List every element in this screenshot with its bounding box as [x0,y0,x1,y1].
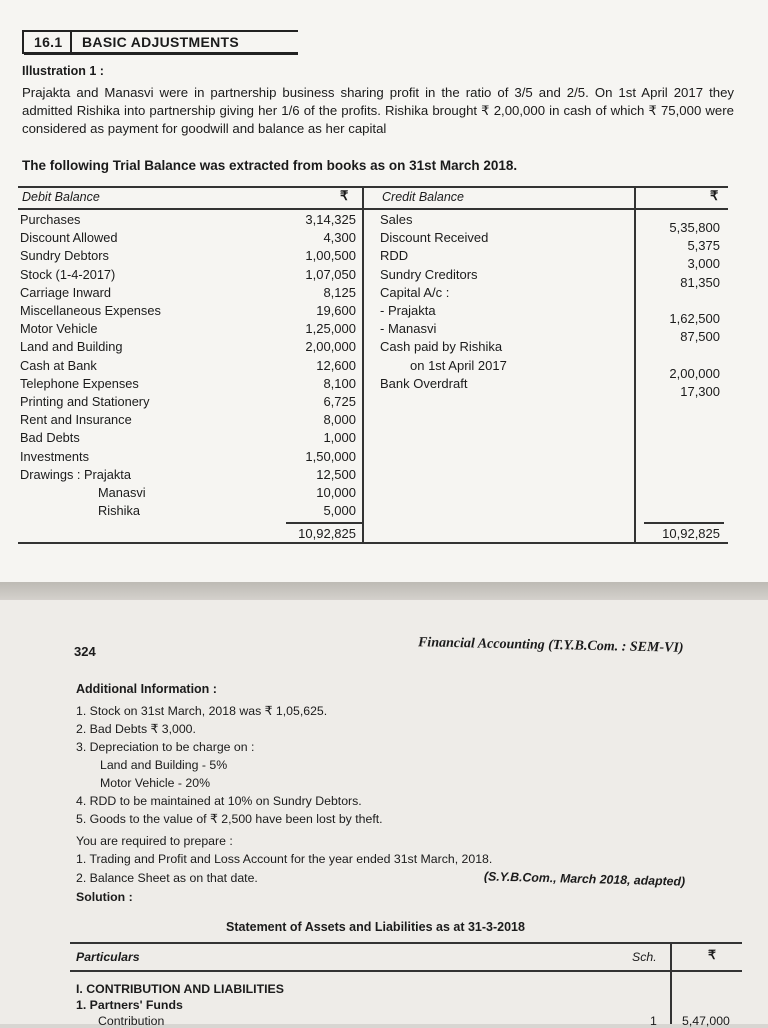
debit-row-label: Carriage Inward [20,284,112,300]
table-bottom-border [18,542,728,544]
statement-row-amount: 5,47,000 [682,1014,730,1028]
page-gap [0,582,768,600]
credit-row-label: - Manasvi [380,321,437,337]
credit-row-label: Sundry Creditors [380,266,478,282]
illustration-heading: Illustration 1 : [22,64,104,78]
required-item: 2. Balance Sheet as on that date. [76,871,258,885]
credit-row-label: on 1st April 2017 [410,357,507,373]
debit-row-label: Stock (1-4-2017) [20,266,116,282]
info-item: Motor Vehicle - 20% [100,776,211,790]
solution-label: Solution : [76,890,133,904]
debit-amount-divider [362,186,364,544]
statement-header-border [70,970,742,972]
credit-row-amount: 81,350 [680,274,720,290]
debit-row-label: Drawings : Prajakta [20,466,131,482]
sch-header: Sch. [632,950,657,964]
section-number: 16.1 [34,34,63,50]
credit-row-label: Cash paid by Rishika [380,339,503,355]
section-divider [70,32,72,54]
required-heading: You are required to prepare : [76,834,233,848]
info-item: Land and Building - 5% [100,758,228,772]
credit-row-label: RDD [380,248,409,264]
debit-row-label: Rishika [98,503,140,519]
statement-top-border [70,942,742,944]
credit-row-label: - Prajakta [380,303,436,318]
particulars-header: Particulars [76,950,140,964]
credit-balance-header: Credit Balance [382,190,464,204]
debit-row-label: Sundry Debtors [20,248,109,264]
debit-row-label: Motor Vehicle [20,321,98,337]
debit-row-label: Telephone Expenses [20,375,139,391]
credit-row-amount: 5,375 [687,238,720,254]
page-bottom [0,600,768,1028]
info-item: 3. Depreciation to be charge on : [76,740,255,754]
info-item: 1. Stock on 31st March, 2018 was ₹ 1,05,625. [76,704,328,718]
credit-row-amount: 17,300 [680,383,720,399]
debit-balance-header: Debit Balance [22,190,100,204]
debit-row-label: Cash at Bank [20,357,97,373]
source-reference: (S.Y.B.Com., March 2018, adapted) [483,869,686,889]
required-item: 1. Trading and Profit and Loss Account for the year ended 31st March, 2018. [76,852,493,866]
table-header-border [18,208,728,210]
credit-row-amount: 87,500 [680,329,720,345]
section-underline [24,52,298,55]
page-number: 324 [74,644,96,659]
info-item: 4. RDD to be maintained at 10% on Sundry Debtors. [76,794,362,808]
debit-row-amount: 3,14,325 [305,212,356,227]
credit-row-label: Capital A/c : [380,284,450,300]
credit-amount-divider [634,186,636,544]
debit-row-label: Miscellaneous Expenses [20,303,161,318]
debit-row-label: Bad Debts [20,430,80,446]
debit-row-amount: 8,000 [323,412,356,428]
debit-row-amount: 1,07,050 [305,266,356,282]
debit-row-amount: 8,100 [323,375,356,391]
statement-title: Statement of Assets and Liabilities as at 31-3-2018 [226,920,525,934]
intro-paragraph: Prajakta and Manasvi were in partnership business sharing profit in the ratio of 3/5 and 2/5. On 1st April 2017 they admitted Rishika into partnership giving her 1/6 of the profits. Rishika brought ₹ 2,00,000 in cash of which ₹ 75,000 were considered as payment for goodwill and balance as her capital [22,85,734,136]
statement-table [70,942,742,1028]
trial-balance-table [18,186,728,544]
debit-row-amount: 5,000 [323,503,356,519]
amount-header: ₹ [708,948,716,962]
debit-row-label: Printing and Stationery [20,394,150,409]
statement-row-partners-funds: 1. Partners' Funds [76,998,183,1012]
credit-row-amount: 2,00,000 [669,365,720,381]
debit-row-amount: 1,50,000 [305,448,356,464]
credit-row-amount: 1,62,500 [669,311,720,326]
debit-total: 10,92,825 [298,526,356,541]
additional-info-heading: Additional Information : [76,682,217,696]
debit-row-amount: 12,500 [316,466,356,482]
debit-row-label: Discount Allowed [20,230,118,246]
section-title: BASIC ADJUSTMENTS [82,34,240,50]
credit-row-label: Sales [380,212,413,227]
debit-row-label: Investments [20,448,89,464]
credit-row-amount: 5,35,800 [669,220,720,235]
debit-row-amount: 1,25,000 [305,321,356,337]
statement-row-contribution: Contribution [98,1014,165,1028]
credit-row-amount: 3,000 [687,256,720,272]
debit-row-amount: 4,300 [323,230,356,246]
debit-row-label: Rent and Insurance [20,412,132,428]
statement-row-heading: I. CONTRIBUTION AND LIABILITIES [76,982,284,996]
debit-row-amount: 1,00,500 [305,248,356,264]
credit-row-label: Discount Received [380,230,489,246]
debit-row-label: Land and Building [20,339,123,355]
credit-rupee-header: ₹ [710,188,719,203]
debit-row-amount: 10,000 [316,485,356,500]
debit-row-amount: 19,600 [316,303,356,318]
trial-balance-heading: The following Trial Balance was extracted from books as on 31st March 2018. [22,158,518,173]
debit-row-amount: 6,725 [323,394,356,409]
info-item: 2. Bad Debts ₹ 3,000. [76,722,196,736]
debit-rupee-header: ₹ [340,188,349,203]
credit-total-rule [644,522,724,524]
info-item: 5. Goods to the value of ₹ 2,500 have been lost by theft. [76,812,383,826]
debit-row-label: Purchases [20,212,81,227]
debit-row-amount: 2,00,000 [305,339,356,355]
table-top-border [18,186,728,188]
statement-amount-divider [670,942,672,1024]
debit-row-amount: 8,125 [323,284,356,300]
credit-total: 10,92,825 [662,526,720,541]
book-title: Financial Accounting (T.Y.B.Com. : SEM-VI) [417,635,684,656]
debit-row-label: Manasvi [98,485,146,500]
debit-row-amount: 12,600 [316,357,356,373]
debit-total-rule [286,522,362,524]
credit-row-label: Bank Overdraft [380,375,468,391]
debit-row-amount: 1,000 [323,430,356,446]
statement-row-sch: 1 [650,1014,657,1028]
section-heading-box [22,30,298,54]
